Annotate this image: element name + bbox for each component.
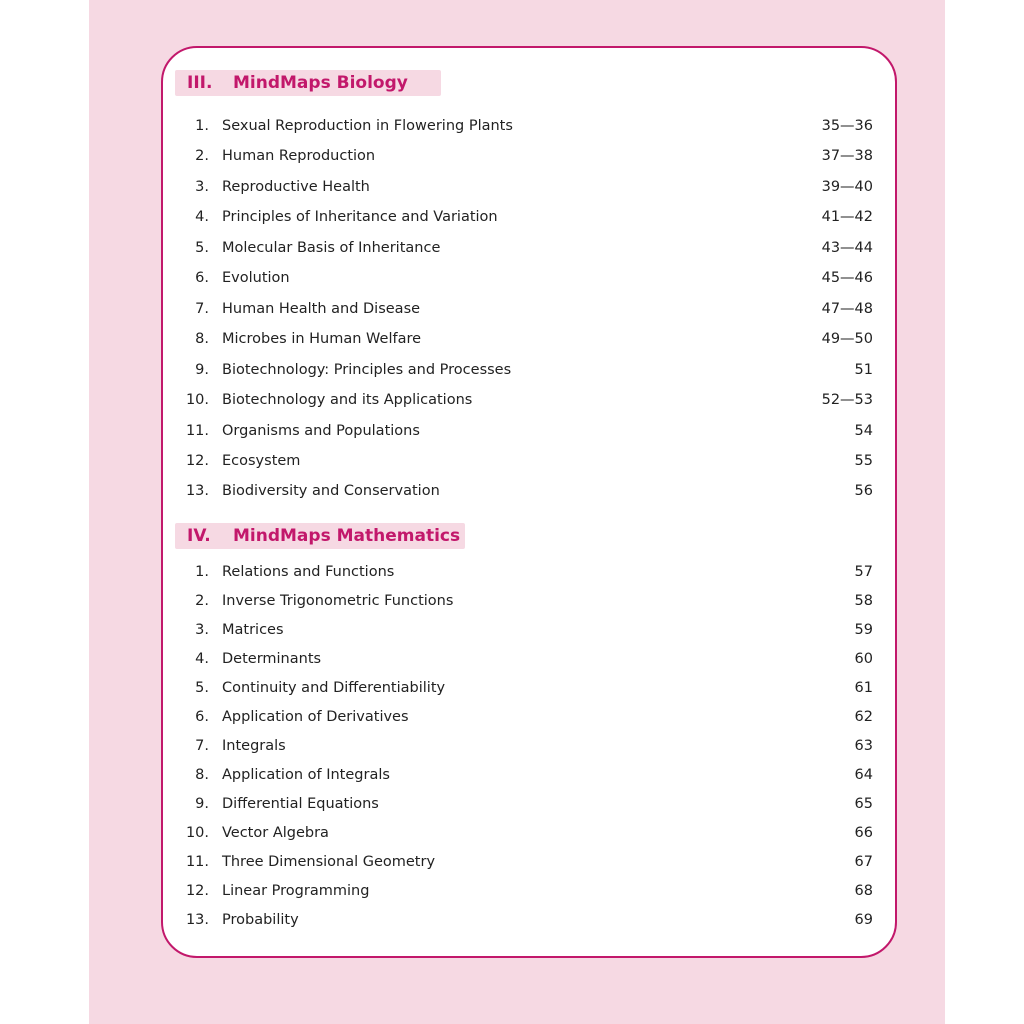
row-page-range: 54 [854,422,873,439]
row-page-range: 43—44 [821,239,873,256]
section-numeral: III. [187,73,213,93]
row-page-range: 64 [854,767,873,783]
row-title: Vector Algebra [222,825,329,841]
row-title: Reproductive Health [222,178,370,195]
row-page-range: 63 [854,738,873,754]
row-number: 3. [195,178,209,195]
row-page-range: 61 [854,680,873,696]
row-number: 6. [195,709,209,725]
row-number: 11. [185,854,209,870]
contents-row[interactable] [163,649,895,669]
row-page-range: 39—40 [821,178,873,195]
row-number: 9. [195,361,209,378]
row-title: Sexual Reproduction in Flowering Plants [222,118,513,134]
contents-row[interactable] [163,207,895,227]
contents-row[interactable] [163,852,895,872]
row-number: 5. [195,680,209,696]
row-number: 11. [185,422,209,439]
row-number: 13. [185,483,209,500]
row-title: Human Health and Disease [222,300,421,317]
row-title: Biodiversity and Conservation [222,483,440,500]
row-page-range: 56 [854,483,873,500]
row-page-range: 67 [854,854,873,870]
contents-card [161,46,897,958]
row-number: 8. [195,767,209,783]
row-title: Inverse Trigonometric Functions [222,593,454,609]
contents-row[interactable] [163,481,895,501]
row-page-range: 62 [854,709,873,725]
section-numeral: IV. [187,526,211,546]
row-title: Microbes in Human Welfare [222,331,422,348]
row-title: Integrals [222,738,286,754]
row-number: 6. [195,270,209,287]
row-title: Differential Equations [222,796,379,812]
row-title: Matrices [222,622,284,638]
row-page-range: 66 [854,825,873,841]
row-number: 1. [195,118,209,134]
contents-row[interactable] [163,678,895,698]
section-title: MindMaps Biology [233,73,408,93]
contents-row[interactable] [163,910,895,930]
row-title: Continuity and Differentiability [222,680,446,696]
row-title: Linear Programming [222,883,370,899]
row-page-range: 69 [854,912,873,928]
row-page-range: 45—46 [821,270,873,287]
contents-row[interactable] [163,881,895,901]
row-title: Determinants [222,651,322,667]
row-title: Application of Derivatives [222,709,409,725]
row-number: 9. [195,796,209,812]
contents-row[interactable] [163,421,895,441]
row-title: Human Reproduction [222,148,376,165]
contents-row[interactable] [163,451,895,471]
row-title: Biotechnology and its Applications [222,392,473,409]
contents-row[interactable] [163,268,895,288]
contents-row[interactable] [163,146,895,166]
row-title: Evolution [222,270,290,287]
row-number: 12. [185,452,209,469]
row-number: 8. [195,331,209,348]
row-title: Ecosystem [222,452,301,469]
row-page-range: 58 [854,593,873,609]
row-page-range: 60 [854,651,873,667]
row-page-range: 49—50 [821,331,873,348]
row-number: 10. [185,392,209,409]
row-number: 7. [195,738,209,754]
contents-row[interactable] [163,591,895,611]
row-number: 12. [185,883,209,899]
section-header [175,70,441,96]
row-page-range: 35—36 [821,118,873,134]
row-number: 2. [195,148,209,165]
row-number: 1. [195,564,209,580]
row-number: 13. [185,912,209,928]
contents-row[interactable] [163,360,895,380]
contents-row[interactable] [163,562,895,582]
row-title: Biotechnology: Principles and Processes [222,361,512,378]
contents-row[interactable] [163,329,895,349]
row-page-range: 41—42 [821,209,873,226]
row-page-range: 52—53 [821,392,873,409]
contents-row[interactable] [163,823,895,843]
contents-row[interactable] [163,116,895,136]
row-title: Organisms and Populations [222,422,420,439]
row-number: 10. [185,825,209,841]
contents-row[interactable] [163,238,895,258]
row-number: 3. [195,622,209,638]
row-title: Application of Integrals [222,767,390,783]
contents-row[interactable] [163,736,895,756]
contents-row[interactable] [163,707,895,727]
row-page-range: 51 [854,361,873,378]
row-number: 4. [195,209,209,226]
section-header [175,523,465,549]
section-title: MindMaps Mathematics [233,526,461,546]
row-number: 4. [195,651,209,667]
contents-row[interactable] [163,620,895,640]
row-page-range: 65 [854,796,873,812]
row-title: Molecular Basis of Inheritance [222,239,441,256]
row-page-range: 47—48 [821,300,873,317]
contents-row[interactable] [163,177,895,197]
row-number: 7. [195,300,209,317]
contents-row[interactable] [163,299,895,319]
row-page-range: 59 [854,622,873,638]
row-page-range: 55 [854,452,873,469]
row-title: Probability [222,912,299,928]
row-title: Relations and Functions [222,564,395,580]
row-title: Three Dimensional Geometry [222,854,436,870]
contents-row[interactable] [163,794,895,814]
row-number: 2. [195,593,209,609]
contents-row[interactable] [163,390,895,410]
row-number: 5. [195,239,209,256]
contents-row[interactable] [163,765,895,785]
row-title: Principles of Inheritance and Variation [222,209,498,226]
row-page-range: 68 [854,883,873,899]
row-page-range: 57 [854,564,873,580]
row-page-range: 37—38 [821,148,873,165]
